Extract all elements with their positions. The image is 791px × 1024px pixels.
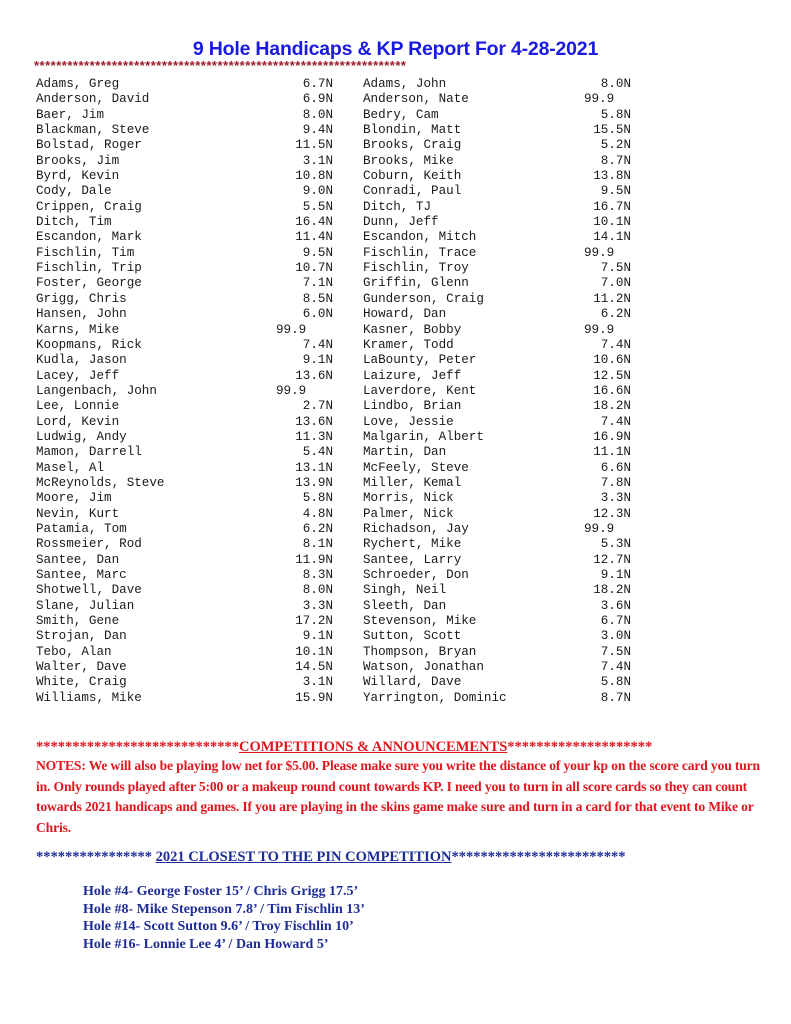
handicap-value: 99.9	[276, 383, 307, 398]
player-name: Ditch, TJ	[363, 199, 432, 214]
player-name: Fischlin, Troy	[363, 261, 469, 276]
player-name: Conradi, Paul	[363, 184, 462, 199]
handicap-value: 18.2N	[593, 399, 631, 414]
player-name: Willard, Dave	[363, 675, 462, 690]
handicap-value: 7.4N	[600, 660, 631, 675]
player-name: Smith, Gene	[36, 614, 120, 629]
player-name: Strojan, Dan	[36, 629, 127, 644]
handicap-value: 8.3N	[302, 568, 333, 582]
player-name: Santee, Marc	[36, 568, 127, 582]
announcements-stars-before: ****************************	[36, 739, 239, 755]
kp-result-hole-16: Hole #16- Lonnie Lee 4’ / Dan Howard 5’	[83, 936, 329, 952]
player-name: Rossmeier, Rod	[36, 537, 142, 552]
player-name: Bedry, Cam	[363, 107, 439, 122]
player-name: Sutton, Scott	[363, 629, 462, 644]
player-name: Brooks, Mike	[363, 153, 454, 168]
player-name: Hansen, John	[36, 307, 127, 322]
handicap-value: 9.0N	[302, 184, 333, 199]
handicap-value: 99.9	[584, 521, 615, 536]
player-name: McReynolds, Steve	[36, 475, 165, 490]
handicap-value: 7.1N	[302, 276, 333, 291]
player-name: Kramer, Todd	[363, 337, 454, 352]
handicap-value: 10.7N	[295, 261, 333, 276]
player-name: Palmer, Nick	[363, 506, 454, 521]
player-name: Anderson, David	[36, 92, 150, 107]
player-name: Brooks, Jim	[36, 153, 120, 168]
handicap-value: 7.4N	[302, 337, 333, 352]
handicap-value: 3.3N	[600, 491, 631, 506]
kp-stars-after: ************************	[451, 849, 626, 865]
handicap-value: 3.0N	[600, 629, 631, 644]
handicap-value: 8.7N	[600, 690, 631, 705]
handicap-value: 8.7N	[600, 153, 631, 168]
handicap-value: 3.3N	[302, 598, 333, 613]
player-name: Masel, Al	[36, 460, 105, 475]
player-name: Blackman, Steve	[36, 123, 150, 138]
kp-results-list	[83, 883, 365, 953]
kp-result-hole-4: Hole #4- George Foster 15’ / Chris Grigg 17.5’	[83, 884, 359, 899]
handicap-value: 13.1N	[295, 460, 333, 475]
handicap-value: 10.1N	[295, 644, 333, 659]
handicap-value: 9.5N	[302, 245, 333, 260]
player-name: Blondin, Matt	[363, 123, 462, 138]
player-name: Dunn, Jeff	[363, 215, 439, 230]
player-name: Byrd, Kevin	[36, 169, 120, 184]
handicap-value: 7.8N	[600, 475, 631, 490]
player-name: Moore, Jim	[36, 491, 112, 506]
player-name: Kasner, Bobby	[363, 322, 462, 337]
player-name: Laverdore, Kent	[363, 383, 477, 398]
handicap-value: 12.5N	[593, 368, 631, 383]
player-name: Karns, Mike	[36, 322, 120, 337]
handicap-value: 9.4N	[302, 123, 333, 138]
handicap-value: 7.4N	[600, 337, 631, 352]
player-name: Singh, Neil	[363, 583, 447, 598]
handicap-value: 10.1N	[593, 215, 631, 230]
handicap-value: 3.1N	[302, 153, 333, 168]
announcements-heading-line	[36, 738, 652, 756]
handicap-value: 13.6N	[295, 414, 333, 429]
handicap-value: 5.8N	[600, 107, 631, 122]
handicap-value: 11.3N	[295, 429, 333, 444]
handicap-value: 15.5N	[593, 123, 631, 138]
player-name: Schroeder, Don	[363, 568, 469, 582]
player-name: Rychert, Mike	[363, 537, 462, 552]
handicap-value: 6.7N	[600, 614, 631, 629]
handicap-value: 6.9N	[302, 92, 333, 107]
handicap-value: 9.1N	[600, 568, 631, 582]
player-name: Stevenson, Mike	[363, 614, 477, 629]
handicap-value: 7.4N	[600, 414, 631, 429]
handicap-value: 8.0N	[302, 107, 333, 122]
kp-heading: 2021 CLOSEST TO THE PIN COMPETITION	[155, 849, 452, 865]
handicap-value: 13.6N	[295, 368, 333, 383]
player-name: Coburn, Keith	[363, 169, 462, 184]
handicap-value: 6.0N	[302, 307, 333, 322]
kp-heading-line	[36, 848, 625, 866]
handicap-value: 9.1N	[302, 629, 333, 644]
handicap-value: 8.0N	[600, 77, 631, 91]
player-name: Gunderson, Craig	[363, 291, 484, 306]
player-name: Santee, Dan	[36, 552, 120, 567]
player-name: Ditch, Tim	[36, 215, 112, 230]
handicap-value: 6.2N	[600, 307, 631, 322]
player-name: Walter, Dave	[36, 660, 127, 675]
handicap-value: 17.2N	[295, 614, 333, 629]
announcements-notes: NOTES: We will also be playing low net for $5.00. Please make sure you write the distance of your kp on the score card you turn in. Only rounds played after 5:00 or a makeup round count towards KP. I need you to turn in all score cards so they can count towards 2021 handicaps and games. If you are playing in the skins game make sure and turn in a card for that event to Mike or Chris.	[36, 758, 760, 835]
handicap-value: 8.5N	[302, 291, 333, 306]
handicap-value: 5.3N	[600, 537, 631, 552]
player-name: Crippen, Craig	[36, 199, 142, 214]
kp-result-hole-8: Hole #8- Mike Stepenson 7.8’ / Tim Fischlin 13’	[83, 901, 365, 917]
handicap-value: 5.2N	[600, 138, 631, 153]
player-name: Lord, Kevin	[36, 414, 120, 429]
handicap-value: 5.4N	[302, 445, 333, 460]
handicap-value: 7.5N	[600, 261, 631, 276]
handicap-value: 13.9N	[295, 475, 333, 490]
handicap-value: 3.1N	[302, 675, 333, 690]
handicap-value: 13.8N	[593, 169, 631, 184]
announcements-stars-after: ********************	[507, 739, 653, 755]
handicap-value: 16.6N	[593, 383, 631, 398]
player-name: Lindbo, Brian	[363, 399, 462, 414]
handicap-value: 5.8N	[302, 491, 333, 506]
player-name: Yarrington, Dominic	[363, 690, 507, 705]
player-name: Langenbach, John	[36, 383, 157, 398]
handicap-value: 99.9	[584, 245, 615, 260]
handicap-value: 6.2N	[302, 521, 333, 536]
handicap-value: 8.0N	[302, 583, 333, 598]
player-name: Kudla, Jason	[36, 353, 127, 368]
handicap-value: 6.7N	[302, 77, 333, 91]
player-name: Lacey, Jeff	[36, 368, 120, 383]
handicap-value: 7.5N	[600, 644, 631, 659]
handicap-value: 5.8N	[600, 675, 631, 690]
player-name: Griffin, Glenn	[363, 276, 469, 291]
handicap-value: 11.9N	[295, 552, 333, 567]
player-name: Howard, Dan	[363, 307, 447, 322]
handicap-value: 99.9	[584, 92, 615, 107]
kp-stars-before: ****************	[36, 849, 152, 865]
handicap-value: 14.5N	[295, 660, 333, 675]
handicap-value: 3.6N	[600, 598, 631, 613]
handicap-value: 7.0N	[600, 276, 631, 291]
player-name: Sleeth, Dan	[363, 598, 447, 613]
kp-result-hole-14: Hole #14- Scott Sutton 9.6’ / Troy Fischlin 10’	[83, 919, 354, 934]
handicap-value: 99.9	[276, 322, 307, 337]
player-name: Escandon, Mark	[36, 230, 142, 245]
player-name: Adams, John	[363, 77, 447, 91]
player-name: Richadson, Jay	[363, 521, 469, 536]
player-name: Baer, Jim	[36, 107, 105, 122]
player-name: Tebo, Alan	[36, 644, 112, 659]
handicap-value: 11.4N	[295, 230, 333, 245]
player-name: Miller, Kemal	[363, 475, 462, 490]
player-name: Adams, Greg	[36, 77, 120, 91]
player-name: McFeely, Steve	[363, 460, 469, 475]
player-name: Cody, Dale	[36, 184, 112, 199]
player-name: Santee, Larry	[363, 552, 462, 567]
handicap-value: 11.5N	[295, 138, 333, 153]
player-name: Ludwig, Andy	[36, 429, 127, 444]
handicap-value: 2.7N	[302, 399, 333, 414]
player-name: Watson, Jonathan	[363, 660, 484, 675]
player-name: Patamia, Tom	[36, 521, 127, 536]
player-name: Mamon, Darrell	[36, 445, 142, 460]
handicap-value: 10.8N	[295, 169, 333, 184]
player-name: Thompson, Bryan	[363, 644, 477, 659]
player-name: Fischlin, Trip	[36, 261, 142, 276]
handicap-value: 16.7N	[593, 199, 631, 214]
handicap-value: 12.7N	[593, 552, 631, 567]
handicap-value: 16.9N	[593, 429, 631, 444]
player-name: Fischlin, Tim	[36, 245, 135, 260]
handicap-value: 11.2N	[593, 291, 631, 306]
handicap-value: 18.2N	[593, 583, 631, 598]
player-name: Anderson, Nate	[363, 92, 469, 107]
player-name: LaBounty, Peter	[363, 353, 477, 368]
player-name: Slane, Julian	[36, 598, 135, 613]
player-name: Foster, George	[36, 276, 142, 291]
player-name: White, Craig	[36, 675, 127, 690]
handicap-value: 14.1N	[593, 230, 631, 245]
player-name: Williams, Mike	[36, 690, 142, 705]
handicap-value: 12.3N	[593, 506, 631, 521]
player-name: Morris, Nick	[363, 491, 454, 506]
player-name: Fischlin, Trace	[363, 245, 477, 260]
player-name: Lee, Lonnie	[36, 399, 120, 414]
player-name: Brooks, Craig	[363, 138, 462, 153]
player-name: Shotwell, Dave	[36, 583, 142, 598]
handicap-value: 9.5N	[600, 184, 631, 199]
handicap-value: 10.6N	[593, 353, 631, 368]
handicap-value: 99.9	[584, 322, 615, 337]
handicap-value: 15.9N	[295, 690, 333, 705]
player-name: Martin, Dan	[363, 445, 447, 460]
handicap-value: 9.1N	[302, 353, 333, 368]
player-name: Grigg, Chris	[36, 291, 127, 306]
player-name: Koopmans, Rick	[36, 337, 142, 352]
handicap-value: 8.1N	[302, 537, 333, 552]
player-name: Malgarin, Albert	[363, 429, 484, 444]
player-name: Love, Jessie	[363, 414, 454, 429]
player-name: Bolstad, Roger	[36, 138, 142, 153]
report-title: 9 Hole Handicaps & KP Report For 4-28-2021	[192, 38, 599, 60]
title-divider: *******************************************************************	[34, 59, 407, 73]
handicap-value: 6.6N	[600, 460, 631, 475]
player-name: Laizure, Jeff	[363, 368, 462, 383]
handicap-value: 11.1N	[593, 445, 631, 460]
player-name: Nevin, Kurt	[36, 506, 120, 521]
announcements-heading: COMPETITIONS & ANNOUNCEMENTS	[239, 739, 508, 755]
player-name: Escandon, Mitch	[363, 230, 477, 245]
handicap-value: 5.5N	[302, 199, 333, 214]
handicap-value: 16.4N	[295, 215, 333, 230]
handicap-value: 4.8N	[302, 506, 333, 521]
